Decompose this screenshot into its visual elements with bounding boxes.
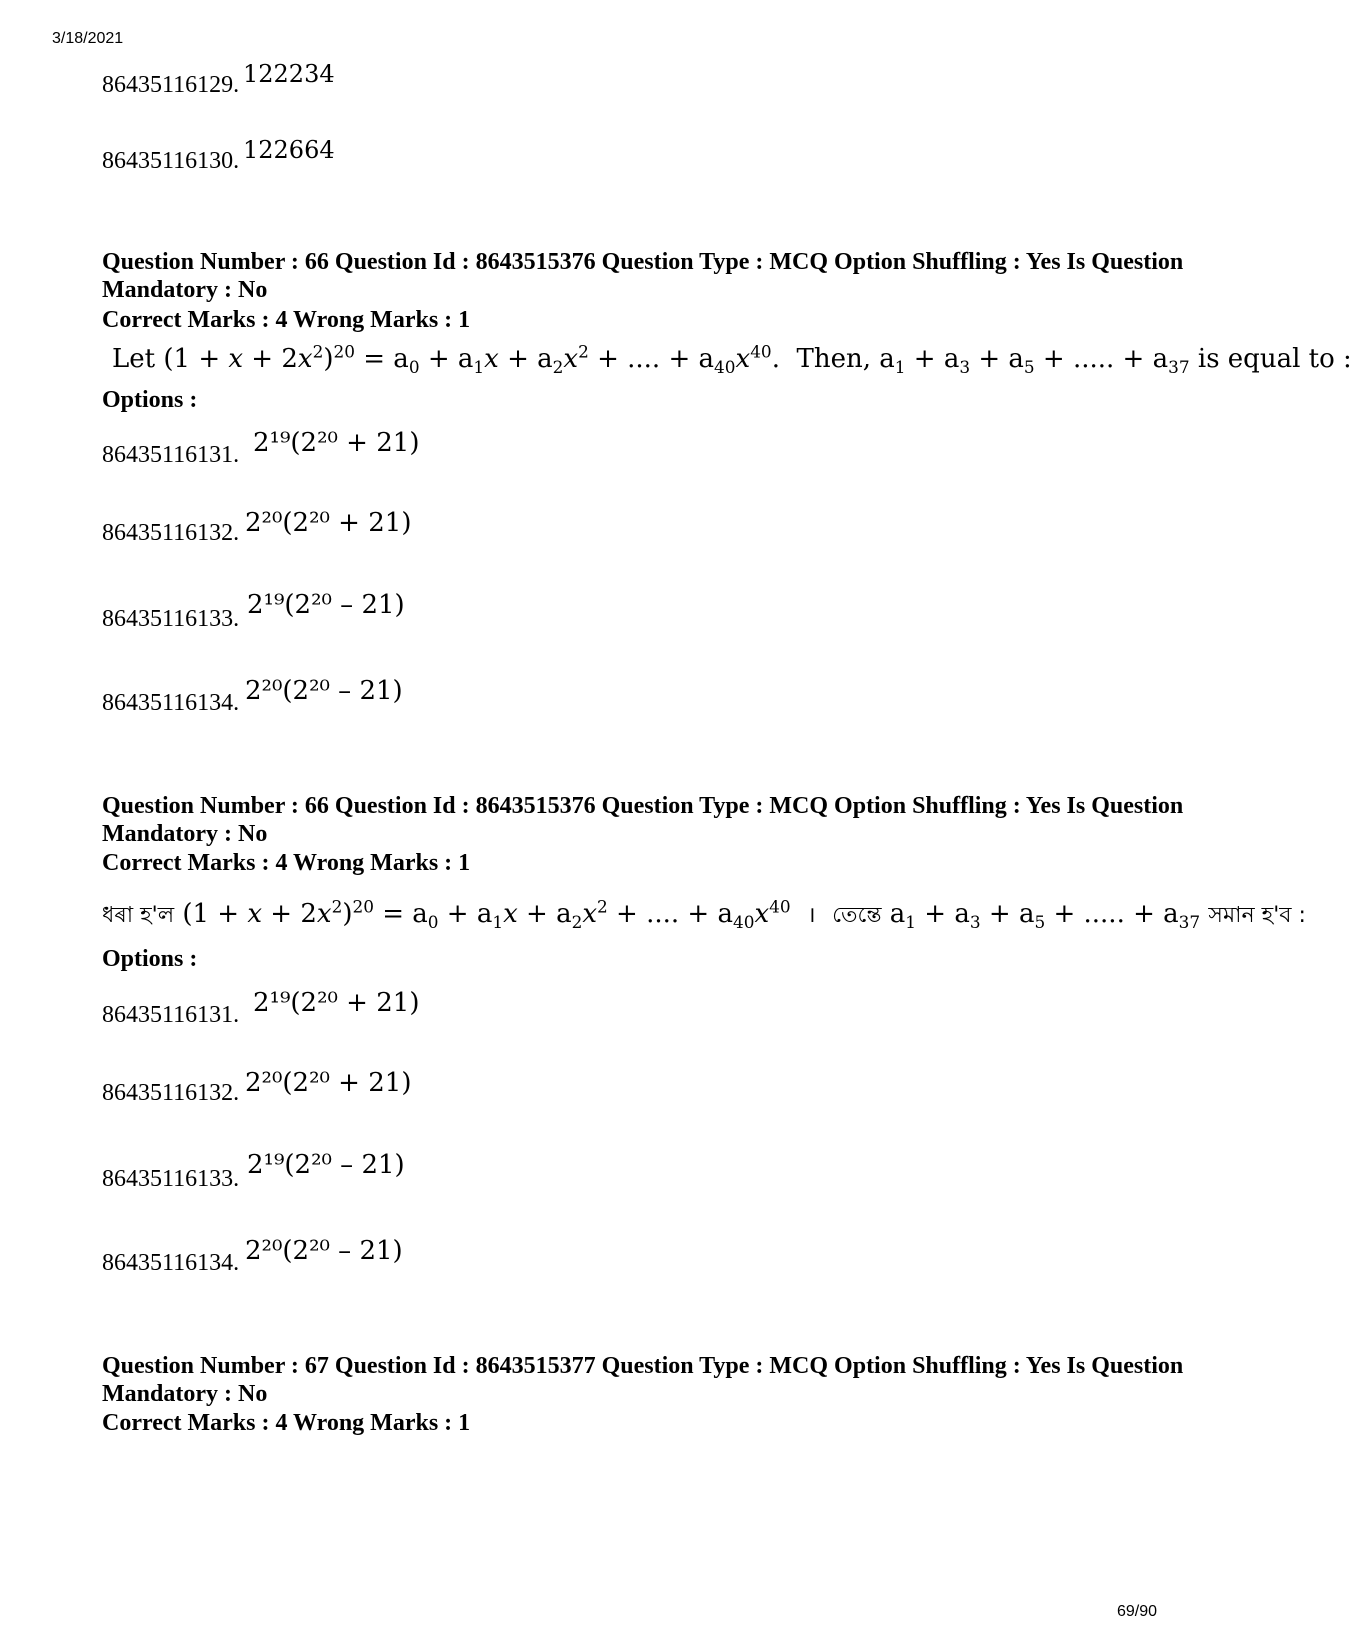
option-id: 86435116133. — [102, 1166, 240, 1192]
question-marks: Correct Marks : 4 Wrong Marks : 1 — [102, 850, 471, 876]
option-value: 2²⁰(2²⁰ + 21) — [245, 1068, 412, 1098]
question-then: Then, — [796, 344, 871, 374]
question-tail: সমান হ'ব : — [1208, 903, 1306, 928]
option-value: 2¹⁹(2²⁰ – 21) — [247, 590, 405, 620]
question-tail: is equal to : — [1197, 344, 1352, 374]
question-lead: Let — [112, 344, 156, 374]
sum-expression: $a_1 + a_3 + a_5$ + ..... + $a_{37}$ — [889, 899, 1201, 933]
question-header: Question Number : 66 Question Id : 8643515376 Question Type : MCQ Option Shuffling : Yes Is Question Mandatory : No — [102, 249, 1184, 303]
option-value: 2²⁰(2²⁰ – 21) — [245, 1236, 403, 1266]
option-id: 86435116131. — [102, 442, 240, 468]
question-separator: । — [807, 903, 816, 928]
option-value: 2¹⁹(2²⁰ + 21) — [253, 428, 420, 458]
question-marks: Correct Marks : 4 Wrong Marks : 1 — [102, 1410, 471, 1436]
equation: $(1 + x + 2x^2)^{20} = a_0 + a_1x + a_2x^2$ + .... + $a_{40}x^{40}$ — [182, 896, 791, 933]
question-then: তেন্তে — [832, 903, 882, 928]
option-id: 86435116132. — [102, 1080, 240, 1106]
options-label: Options : — [102, 387, 198, 413]
equation: $(1 + x + 2x^2)^{20} = a_0 + a_1x + a_2x^2$ + .... + $a_{40}x^{40}$. — [163, 341, 780, 378]
question-marks: Correct Marks : 4 Wrong Marks : 1 — [102, 307, 471, 333]
option-id: 86435116131. — [102, 1002, 240, 1028]
option-value: 2¹⁹(2²⁰ – 21) — [247, 1150, 405, 1180]
question-header: Question Number : 66 Question Id : 8643515376 Question Type : MCQ Option Shuffling : Yes Is Question Mandatory : No — [102, 793, 1184, 847]
question-header: Question Number : 67 Question Id : 8643515377 Question Type : MCQ Option Shuffling : Yes Is Question Mandatory : No — [102, 1353, 1184, 1407]
option-value: 122664 — [243, 136, 335, 164]
page-date: 3/18/2021 — [52, 30, 124, 47]
question-text — [112, 341, 1352, 378]
question-text — [102, 898, 1306, 935]
option-id: 86435116130. — [102, 148, 240, 174]
option-id: 86435116133. — [102, 606, 240, 632]
question-lead: ধৰা হ'ল — [102, 903, 175, 928]
option-id: 86435116134. — [102, 1250, 240, 1276]
option-id: 86435116129. — [102, 72, 240, 98]
option-value: 2²⁰(2²⁰ – 21) — [245, 676, 403, 706]
option-value: 2²⁰(2²⁰ + 21) — [245, 508, 412, 538]
sum-expression: $a_1 + a_3 + a_5$ + ..... + $a_{37}$ — [879, 344, 1190, 378]
options-label: Options : — [102, 946, 198, 972]
page-number: 69/90 — [1116, 1603, 1157, 1620]
option-value: 122234 — [243, 60, 335, 88]
option-id: 86435116132. — [102, 520, 240, 546]
option-id: 86435116134. — [102, 690, 240, 716]
option-value: 2¹⁹(2²⁰ + 21) — [253, 988, 420, 1018]
